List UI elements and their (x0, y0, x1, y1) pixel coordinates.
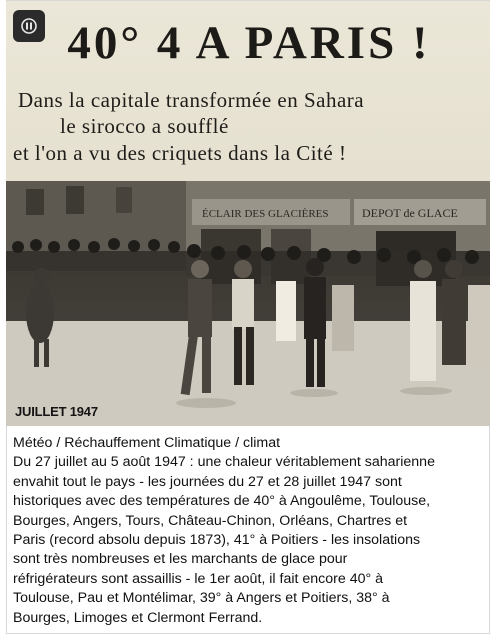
clipping-subheadline-3: et l'on a vu des criquets dans la Cité ! (13, 141, 347, 165)
shop-sign-right: DEPOT de GLACE (362, 206, 458, 220)
clipping-subheadline-2: le sirocco a soufflé (60, 114, 229, 138)
post-category: Météo / Réchauffement Climatique / climat (13, 435, 281, 451)
app-menu-button[interactable] (13, 10, 45, 42)
post-line-2: envahit tout le pays - les journées du 27 et 28 juillet 1947 sont (13, 473, 402, 490)
photo-date-caption: JUILLET 1947 (15, 404, 98, 419)
post-line-4: Bourges, Angers, Tours, Château-Chinon, Orléans, Chartres et (13, 512, 408, 529)
app-icon (20, 17, 38, 35)
clipping-headline: 40° 4 A PARIS ! (67, 17, 431, 69)
newspaper-clipping (6, 1, 490, 426)
post-line-7: réfrigérateurs sont assaillis - le 1er août, il fait encore 40° à (13, 570, 383, 587)
shop-sign-left: ÉCLAIR DES GLACIÈRES (202, 208, 329, 220)
crowd-photo (6, 181, 490, 426)
post-line-6: sont très nombreuses et les marchants de glace pour (13, 551, 348, 568)
post-line-1: Du 27 juillet au 5 août 1947 : une chaleur véritablement saharienne (13, 454, 435, 471)
post-line-8: Toulouse, Pau et Montélimar, 39° à Angers et Poitiers, 38° à (13, 590, 390, 607)
post-line-9: Bourges, Limoges et Clermont Ferrand. (13, 609, 263, 626)
post-line-3: historiques avec des températures de 40° à Angoulême, Toulouse, (13, 493, 431, 510)
post-text (13, 434, 483, 628)
post-line-5: Paris (record absolu depuis 1873), 41° à Poitiers - les insolations (13, 532, 421, 549)
clipping-subheadline-1: Dans la capitale transformée en Sahara (18, 88, 365, 112)
crowd-photo-illustration (6, 181, 490, 426)
